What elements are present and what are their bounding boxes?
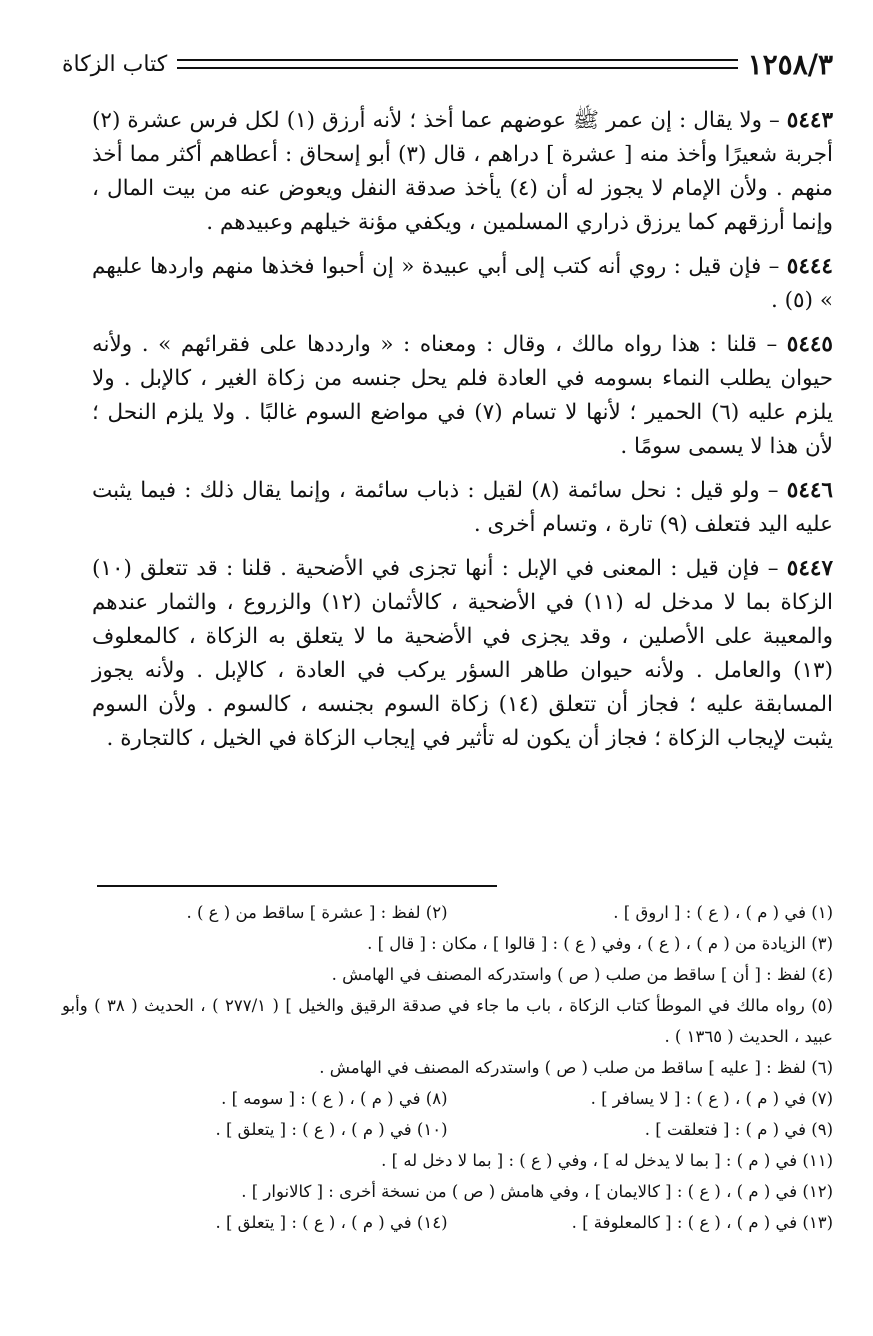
paragraph-text: – ولا يقال : إن عمر ﷺ عوضهم عما أخذ ؛ لأنه أرزق (١) لكل فرس عشرة (٢) أجربة شعيرًا وأخذ منه [ عشرة ] دراهم ، قال (٣) أبو إسحاق : أعطاهم أكثر مما أخذ منهم . ولأن الإمام لا يجوز له أن (٤) يأخذ صدقة النفل ويعوض عنه من بيت المال ، وإنما أرزقهم كما يرزق ذراري المسلمين ، ويكفي مؤنة خيلهم وعبيدهم .	[92, 108, 833, 235]
footnote-row	[62, 1207, 833, 1238]
paragraph-5443	[92, 104, 833, 240]
footnote-5: (٥) رواه مالك في الموطأ كتاب الزكاة ، باب ما جاء في صدقة الرقيق والخيل ] ( ٢٧٧/١ ) ، الحديث ( ٣٨ ) وأبو عبيد ، الحديث ( ١٣٦٥ ) .	[62, 996, 833, 1046]
main-text	[92, 104, 833, 766]
paragraph-text: – فإن قيل : روي أنه كتب إلى أبي عبيدة « إن أحبوا فخذها منهم واردها عليهم » (٥) .	[92, 254, 833, 313]
footnote-10: (١٠) في ( م ) ، ( ع ) : [ يتعلق ] .	[215, 1120, 448, 1139]
footnote-2: (٢) لفظ : [ عشرة ] ساقط من ( ع ) .	[186, 903, 448, 922]
footnote-4: (٤) لفظ : [ أن ] ساقط من صلب ( ص ) واستدركه المصنف في الهامش .	[331, 965, 833, 984]
header-rule	[177, 59, 737, 69]
footnotes	[62, 897, 833, 1238]
footnote-14: (١٤) في ( م ) ، ( ع ) : [ يتعلق ] .	[215, 1213, 448, 1232]
paragraph-number: ٥٤٤٧	[786, 556, 833, 581]
book-title: كتاب الزكاة	[62, 51, 168, 77]
paragraph-number: ٥٤٤٤	[786, 254, 833, 279]
page-header	[62, 44, 833, 84]
footnote-row	[62, 1114, 833, 1145]
footnote-13: (١٣) في ( م ) ، ( ع ) : [ كالمعلوفة ] .	[571, 1213, 833, 1232]
footnote-separator	[97, 885, 497, 887]
paragraph-text: – قلنا : هذا رواه مالك ، وقال : ومعناه : « وارددها على فقرائهم » . ولأنه حيوان يطلب النماء بسومه في العادة فلم يحل جنسه من زكاة الغير ، كالإبل . ولا يلزم عليه (٦) الحمير ؛ لأنها لا تسام (٧) في مواضع السوم غالبًا . ولا يلزم النحل ؛ لأن هذا لا يسمى سومًا .	[92, 332, 833, 459]
paragraph-number: ٥٤٤٥	[786, 332, 833, 357]
paragraph-5444	[92, 250, 833, 318]
paragraph-text: – ولو قيل : نحل سائمة (٨) لقيل : ذباب سائمة ، وإنما يقال ذلك : فيما يثبت عليه اليد فتعلف (٩) تارة ، وتسام أخرى .	[92, 478, 833, 537]
footnote-7: (٧) في ( م ) ، ( ع ) : [ لا يسافر ] .	[590, 1089, 833, 1108]
footnote-8: (٨) في ( م ) ، ( ع ) : [ سومه ] .	[221, 1089, 448, 1108]
footnote-11: (١١) في ( م ) : [ بما لا يدخل له ] ، وفي ( ع ) : [ بما لا دخل له ] .	[381, 1151, 833, 1170]
paragraph-5446	[92, 474, 833, 542]
paragraph-5447	[92, 552, 833, 756]
footnote-row	[62, 897, 833, 928]
footnote-1: (١) في ( م ) ، ( ع ) : [ اروق ] .	[613, 903, 833, 922]
footnote-6: (٦) لفظ : [ عليه ] ساقط من صلب ( ص ) واستدركه المصنف في الهامش .	[319, 1058, 833, 1077]
footnote-12: (١٢) في ( م ) ، ( ع ) : [ كالايمان ] ، وفي هامش ( ص ) من نسخة أخرى : [ كالانوار ] .	[241, 1182, 833, 1201]
footnote-9: (٩) في ( م ) : [ فتعلقت ] .	[644, 1120, 833, 1139]
paragraph-number: ٥٤٤٣	[786, 108, 833, 133]
paragraph-text: – فإن قيل : المعنى في الإبل : أنها تجزى في الأضحية . قلنا : قد تتعلق (١٠) الزكاة بما لا مدخل له (١١) في الأضحية ، كالأثمان (١٢) والزروع ، والثمار عندهم والمعيبة على الأصلين ، وقد يجزى في الأضحية ما لا يتعلق به الزكاة ، كالمعلوف (١٣) والعامل . ولأنه حيوان طاهر السؤر يركب في العادة ، كالإبل . ولأنه يجوز المسابقة عليه ؛ فجاز أن تتعلق (١٤) زكاة السوم بجنسه ، كالسوم . ولأن السوم يثبت لإيجاب الزكاة ؛ فجاز أن يكون له تأثير في إيجاب الزكاة في الخيل ، كالتجارة .	[92, 556, 833, 751]
footnote-3: (٣) الزيادة من ( م ) ، ( ع ) ، وفي ( ع ) : [ قالوا ] ، مكان : [ قال ] .	[367, 934, 833, 953]
page-number: ١٢٥٨/٣	[747, 47, 833, 81]
footnote-row	[62, 1083, 833, 1114]
paragraph-5445	[92, 328, 833, 464]
paragraph-number: ٥٤٤٦	[786, 478, 833, 503]
